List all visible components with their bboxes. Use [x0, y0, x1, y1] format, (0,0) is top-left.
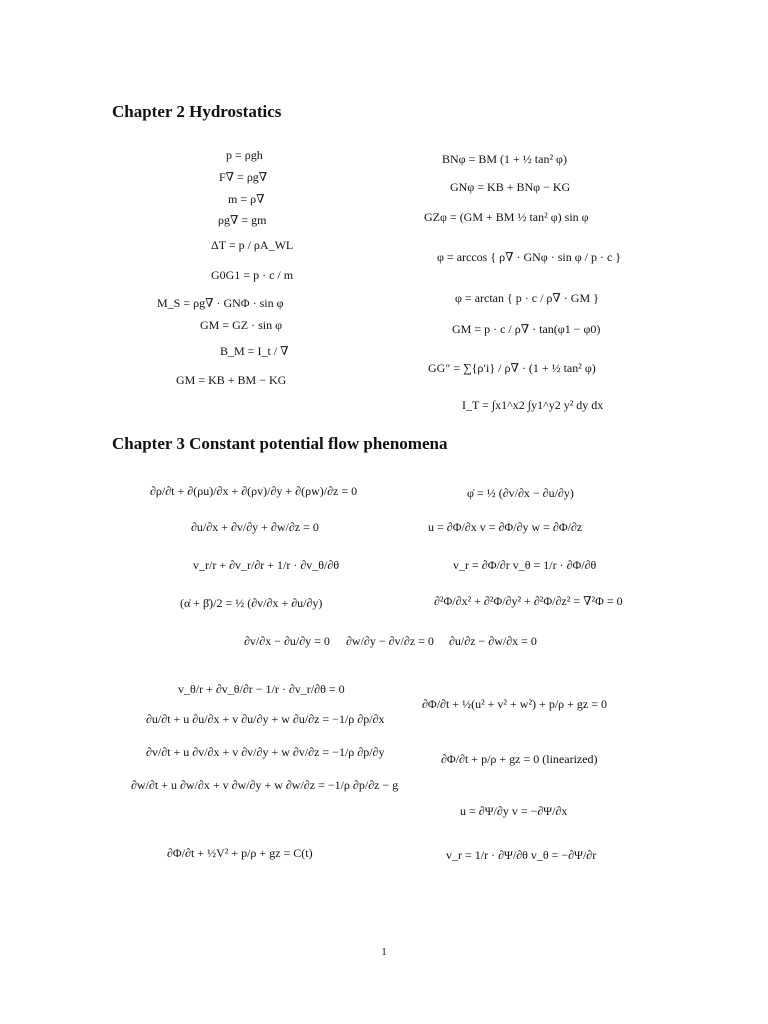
eq-bn-phi: BNφ = BM (1 + ½ tan² φ) — [442, 152, 567, 166]
eq-center-shift: G0G1 = p · c / m — [211, 268, 294, 282]
page-number: 1 — [381, 946, 387, 958]
eq-mass: m = ρ∇ — [228, 192, 265, 206]
eq-irrotational-z: ∂v/∂x − ∂u/∂y = 0 — [244, 634, 330, 648]
eq-laplace: ∂²Φ/∂x² + ∂²Φ/∂y² + ∂²Φ/∂z² = ∇²Φ = 0 — [434, 594, 623, 608]
eq-gm-gz: GM = GZ · sin φ — [200, 318, 283, 332]
eq-phi-arctan: φ = arctan { p · c / ρ∇ · GM } — [455, 291, 599, 305]
eq-irrotational-x: ∂w/∂y − ∂v/∂z = 0 — [346, 634, 434, 648]
eq-irrotational-y: ∂u/∂z − ∂w/∂x = 0 — [449, 634, 537, 648]
eq-euler-z: ∂w/∂t + u ∂w/∂x + v ∂w/∂y + w ∂w/∂z = −1/ρ ∂p/∂z − g — [131, 778, 399, 792]
eq-gz-phi: GZφ = (GM + BM ½ tan² φ) sin φ — [424, 210, 589, 224]
eq-phi-arccos: φ = arccos { ρ∇ · GNφ · sin φ / p · c } — [437, 250, 622, 264]
eq-hydrostatic-pressure: p = ρgh — [226, 148, 263, 162]
eq-metacentric-radius: B_M = I_t / ∇ — [220, 344, 289, 358]
eq-bernoulli-linearized: ∂Φ/∂t + p/ρ + gz = 0 (linearized) — [441, 752, 598, 766]
eq-gm-inclining: GM = p · c / ρ∇ · tan(φ1 − φ0) — [452, 322, 601, 336]
eq-weight: ρg∇ = gm — [218, 213, 267, 227]
eq-velocity-potential-polar: v_r = ∂Φ/∂r v_θ = 1/r · ∂Φ/∂θ — [453, 558, 597, 572]
eq-stream-function-cartesian: u = ∂Ψ/∂y v = −∂Ψ/∂x — [460, 804, 568, 818]
chapter-3-title: Chapter 3 Constant potential flow phenomena — [112, 434, 448, 453]
eq-continuity-polar: v_r/r + ∂v_r/∂r + 1/r · ∂v_θ/∂θ — [193, 558, 340, 572]
chapter-2-title: Chapter 2 Hydrostatics — [112, 102, 282, 121]
eq-moment-of-inertia: I_T = ∫x1^x2 ∫y1^y2 y² dy dx — [462, 398, 604, 412]
eq-angular-deformation: (α̇ + β̇)/2 = ½ (∂v/∂x + ∂u/∂y) — [180, 596, 323, 610]
eq-irrotational-polar: v_θ/r + ∂v_θ/∂r − 1/r · ∂v_r/∂θ = 0 — [178, 682, 345, 696]
eq-euler-y: ∂v/∂t + u ∂v/∂x + v ∂v/∂y + w ∂v/∂z = −1/ρ ∂p/∂y — [146, 745, 385, 759]
eq-bernoulli-unsteady: ∂Φ/∂t + ½V² + p/ρ + gz = C(t) — [167, 846, 313, 860]
eq-metacentric-height: GM = KB + BM − KG — [176, 373, 287, 387]
eq-continuity-compressible: ∂ρ/∂t + ∂(ρu)/∂x + ∂(ρv)/∂y + ∂(ρw)/∂z = 0 — [150, 484, 358, 498]
eq-continuity-incompressible: ∂u/∂x + ∂v/∂y + ∂w/∂z = 0 — [191, 520, 319, 534]
eq-gg-double-prime: GG″ = ∑{ρ′i} / ρ∇ · (1 + ½ tan² φ) — [428, 361, 596, 375]
eq-draft-change: ΔT = p / ρA_WL — [211, 238, 294, 252]
eq-rotation-rate: φ̇ = ½ (∂v/∂x − ∂u/∂y) — [467, 486, 574, 500]
eq-bernoulli-potential: ∂Φ/∂t + ½(u² + v² + w²) + p/ρ + gz = 0 — [422, 697, 608, 711]
eq-stream-function-polar: v_r = 1/r · ∂Ψ/∂θ v_θ = −∂Ψ/∂r — [446, 848, 597, 862]
eq-velocity-potential-cartesian: u = ∂Φ/∂x v = ∂Φ/∂y w = ∂Φ/∂z — [428, 520, 583, 534]
eq-euler-x: ∂u/∂t + u ∂u/∂x + v ∂u/∂y + w ∂u/∂z = −1/ρ ∂p/∂x — [146, 712, 385, 726]
eq-gn-phi: GNφ = KB + BNφ − KG — [450, 180, 571, 194]
eq-righting-moment: M_S = ρg∇ · GNΦ · sin φ — [157, 296, 284, 310]
eq-buoyancy-force: F∇ = ρg∇ — [219, 170, 268, 184]
